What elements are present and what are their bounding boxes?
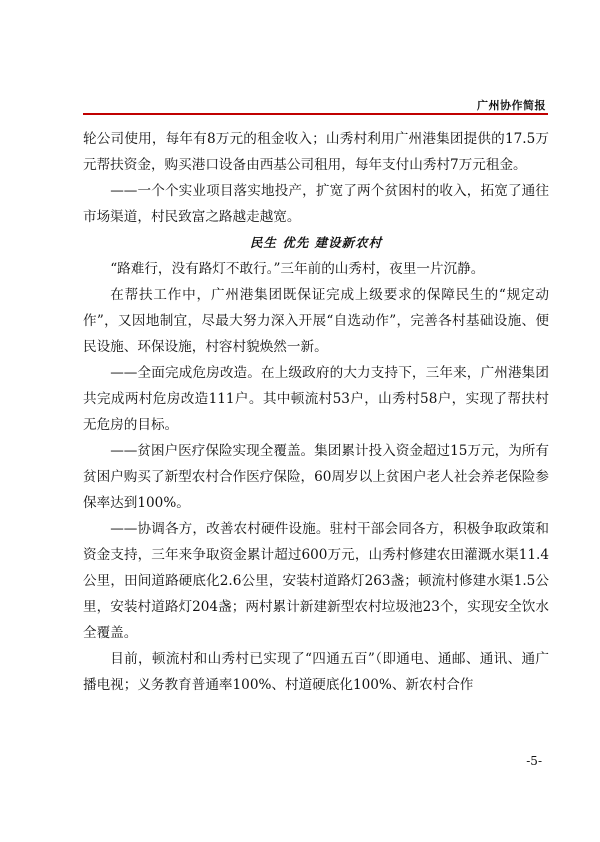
paragraph: 轮公司使用，每年有8万元的租金收入；山秀村利用广州港集团提供的17.5万元帮扶资金，购买港口设备由西基公司租用，每年支付山秀村7万元租金。: [83, 131, 549, 173]
paragraph: ——全面完成危房改造。在上级政府的大力支持下，三年来，广州港集团共完成两村危房改造111户。其中顿流村53户，山秀村58户，实现了帮扶村无危房的目标。: [83, 365, 549, 433]
page-number: -5-: [526, 754, 542, 768]
section-title: 民生 优先 建设新农村: [249, 235, 383, 250]
paragraph: ——一个个实业项目落实地投产，扩宽了两个贫困村的收入，拓宽了通往市场渠道，村民致富之路越走越宽。: [83, 183, 549, 225]
paragraph: ——协调各方，改善农村硬件设施。驻村干部会同各方，积极争取政策和资金支持，三年来争取资金累计超过600万元，山秀村修建农田灌溉水渠11.4公里，田间道路硬底化2.6公里，安装村道路灯263盏；顿流村修建水渠1.5公里，安装村道路灯204盏；两村累计新建新型农村垃圾池23个，实现安全饮水全覆盖。: [83, 521, 549, 641]
paragraph: 目前，顿流村和山秀村已实现了“四通五百”（即通电、通邮、通讯、通广播电视；义务教育普通率100%、村道硬底化100%、新农村合作: [83, 651, 549, 693]
header-divider: [83, 113, 548, 115]
document-body: [83, 126, 549, 698]
paragraph: 在帮扶工作中，广州港集团既保证完成上级要求的保障民生的“规定动作”，又因地制宜，尽最大努力深入开展“自选动作”，完善各村基础设施、便民设施、环保设施，村容村貌焕然一新。: [83, 287, 549, 355]
paragraph: ——贫困户医疗保险实现全覆盖。集团累计投入资金超过15万元，为所有贫困户购买了新型农村合作医疗保险，60周岁以上贫困户老人社会养老保险参保率达到100%。: [83, 443, 549, 511]
paragraph: “路难行，没有路灯不敢行。”三年前的山秀村，夜里一片沉静。: [110, 261, 485, 277]
header-title: 广州协作简报: [477, 99, 546, 112]
